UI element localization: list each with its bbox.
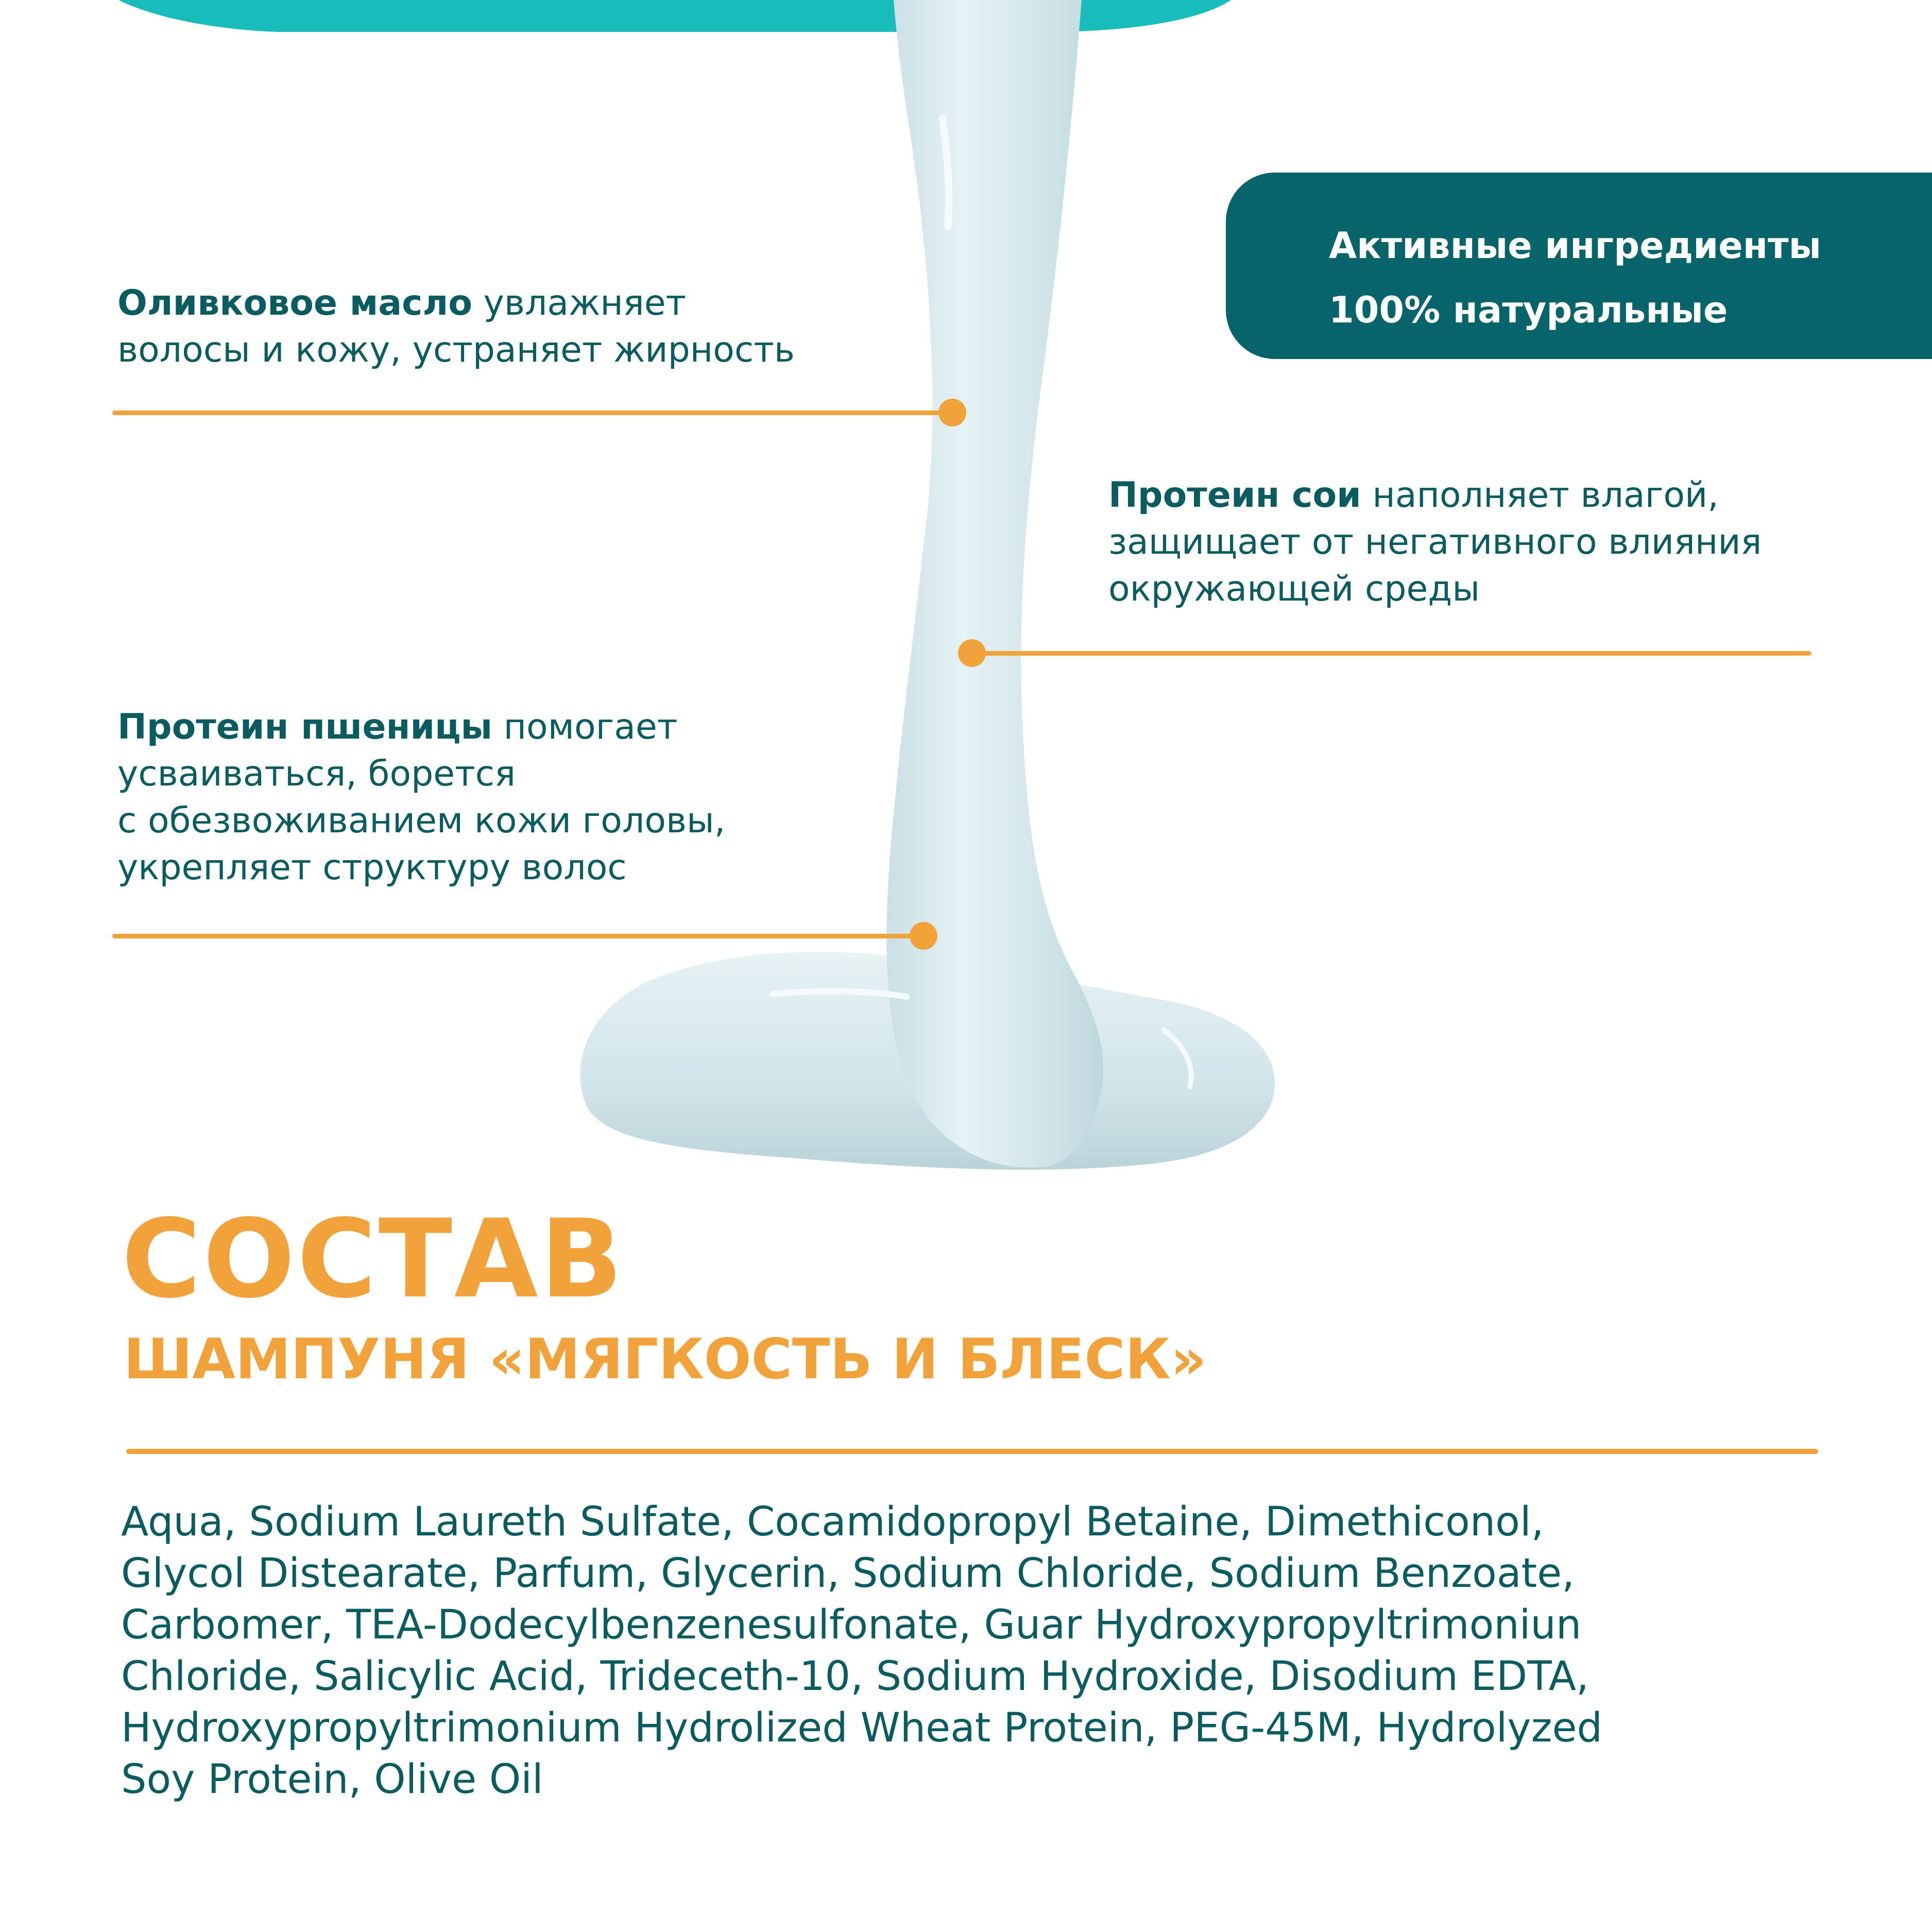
wheat-protein-leader-dot bbox=[910, 922, 937, 950]
olive-oil-text-1: увлажняет bbox=[472, 283, 687, 323]
soy-protein-callout bbox=[1108, 472, 1762, 612]
composition-title: СОСТАВ bbox=[122, 1196, 625, 1322]
badge-line-1: Активные ингредиенты bbox=[1329, 225, 1821, 267]
wheat-protein-text-4: укрепляет структуру волос bbox=[117, 847, 627, 888]
ingredients-line: Hydroxypropyltrimonium Hydrolized Wheat Protein, PEG-45M, Hydrolyzed bbox=[121, 1705, 1603, 1751]
gel-stream bbox=[886, 0, 1103, 1168]
soy-protein-title: Протеин сои bbox=[1108, 475, 1361, 516]
composition-subtitle: ШАМПУНЯ «МЯГКОСТЬ И БЛЕСК» bbox=[124, 1327, 1207, 1392]
wheat-protein-title: Протеин пшеницы bbox=[117, 707, 492, 747]
soy-protein-text-3: окружающей среды bbox=[1108, 569, 1480, 609]
soy-protein-leader-line bbox=[971, 651, 1811, 656]
wheat-protein-text-2: усваиваться, борется bbox=[117, 754, 516, 794]
ingredients-list bbox=[121, 1496, 1846, 1805]
olive-oil-text-2: волосы и кожу, устраняет жирность bbox=[117, 330, 795, 370]
natural-ingredients-badge bbox=[1226, 173, 1932, 359]
ingredients-line: Soy Protein, Olive Oil bbox=[121, 1756, 543, 1803]
ingredients-line: Aqua, Sodium Laureth Sulfate, Cocamidopropyl Betaine, Dimethiconol, bbox=[121, 1499, 1544, 1545]
wheat-protein-leader-line bbox=[112, 934, 921, 938]
soy-protein-text-2: защищает от негативного влияния bbox=[1108, 522, 1762, 562]
composition-divider bbox=[126, 1449, 1818, 1454]
ingredients-line: Carbomer, TEA-Dodecylbenzenesulfonate, Guar Hydroxypropyltrimoniun bbox=[121, 1602, 1582, 1648]
wheat-protein-text-3: с обезвоживанием кожи головы, bbox=[117, 800, 726, 841]
olive-oil-title: Оливковое масло bbox=[117, 283, 472, 323]
wheat-protein-text-1: помогает bbox=[492, 707, 678, 747]
badge-line-2: 100% натуральные bbox=[1329, 289, 1728, 331]
ingredients-line: Glycol Distearate, Parfum, Glycerin, Sodium Chloride, Sodium Benzoate, bbox=[121, 1550, 1575, 1597]
olive-oil-callout bbox=[117, 280, 795, 373]
wheat-protein-callout bbox=[117, 704, 725, 891]
soy-protein-text-1: наполняет влагой, bbox=[1361, 475, 1719, 516]
olive-oil-leader-dot bbox=[938, 399, 966, 426]
olive-oil-leader-line bbox=[112, 411, 952, 415]
ingredients-line: Chloride, Salicylic Acid, Trideceth-10, Sodium Hydroxide, Disodium EDTA, bbox=[121, 1653, 1589, 1700]
